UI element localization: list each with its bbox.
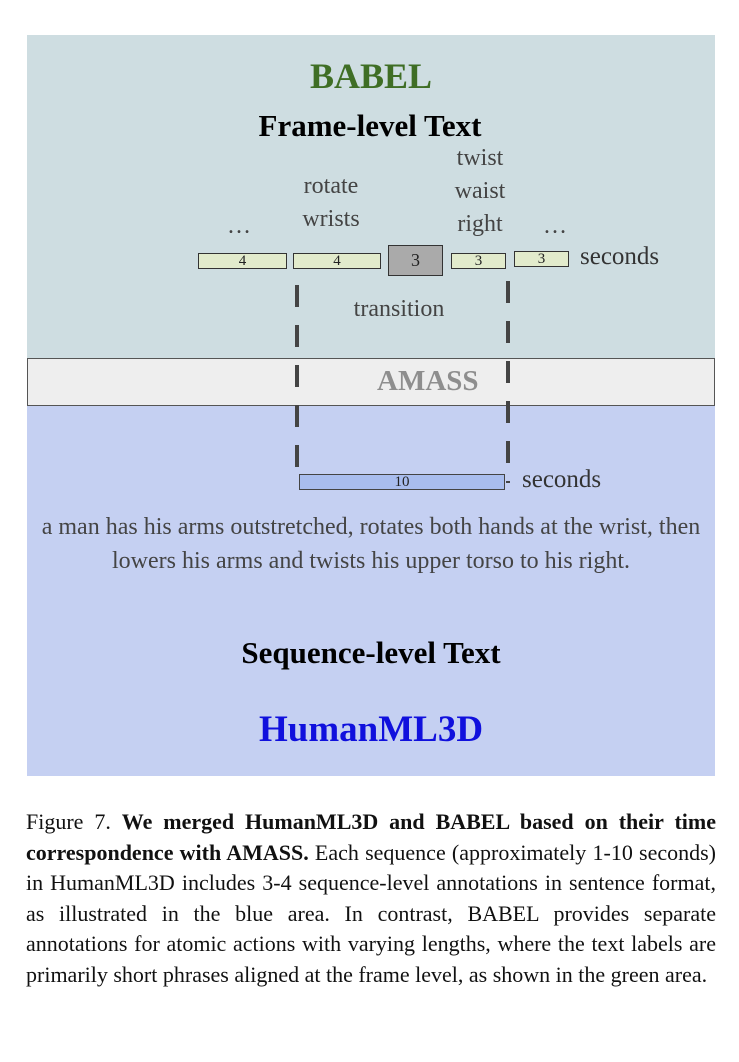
frame-segment: 3 — [514, 251, 569, 267]
label-waist: waist — [454, 178, 506, 204]
sequence-segment: 10 — [299, 474, 505, 490]
frame-seconds-label: seconds — [580, 243, 660, 270]
label-wrists: wrists — [302, 206, 360, 232]
label-twist: twist — [456, 145, 504, 171]
sequence-description: a man has his arms outstretched, rotates both hands at the wrist, then lowers his arms and twists his upper torso to his right. — [41, 514, 701, 574]
transition-segment: 3 — [388, 245, 443, 276]
caption-body: Each sequence (approximately 1-10 seconds) in HumanML3D includes 3-4 sequence-level annotations in sentence format, as illustrated in the blue area. In contrast, BABEL provides separate annotations for atomic actions with varying lengths, where the text labels are primarily short phrases aligned at the frame level, as shown in the green area. — [26, 839, 716, 987]
caption-label: Figure 7. — [26, 809, 111, 834]
frame-segment: 4 — [198, 253, 287, 269]
label-right: right — [457, 211, 503, 237]
sequence-seconds-label: seconds — [522, 466, 602, 493]
ellipsis-right: … — [543, 213, 567, 239]
ellipsis-left: … — [227, 213, 251, 239]
figure-caption — [26, 807, 716, 990]
humanml3d-title: HumanML3D — [258, 709, 484, 750]
frame-segment: 4 — [293, 253, 381, 269]
babel-humanml3d-figure — [27, 35, 715, 776]
amass-label: AMASS — [377, 365, 479, 397]
babel-title: BABEL — [309, 56, 433, 96]
frame-level-title: Frame-level Text — [258, 108, 482, 143]
sequence-level-title: Sequence-level Text — [241, 635, 501, 670]
transition-label: transition — [353, 296, 445, 322]
label-rotate: rotate — [303, 173, 359, 199]
frame-segment: 3 — [451, 253, 506, 269]
caption-bold: We merged HumanML3D and BABEL based on their time correspondence with AMASS. — [26, 809, 716, 865]
